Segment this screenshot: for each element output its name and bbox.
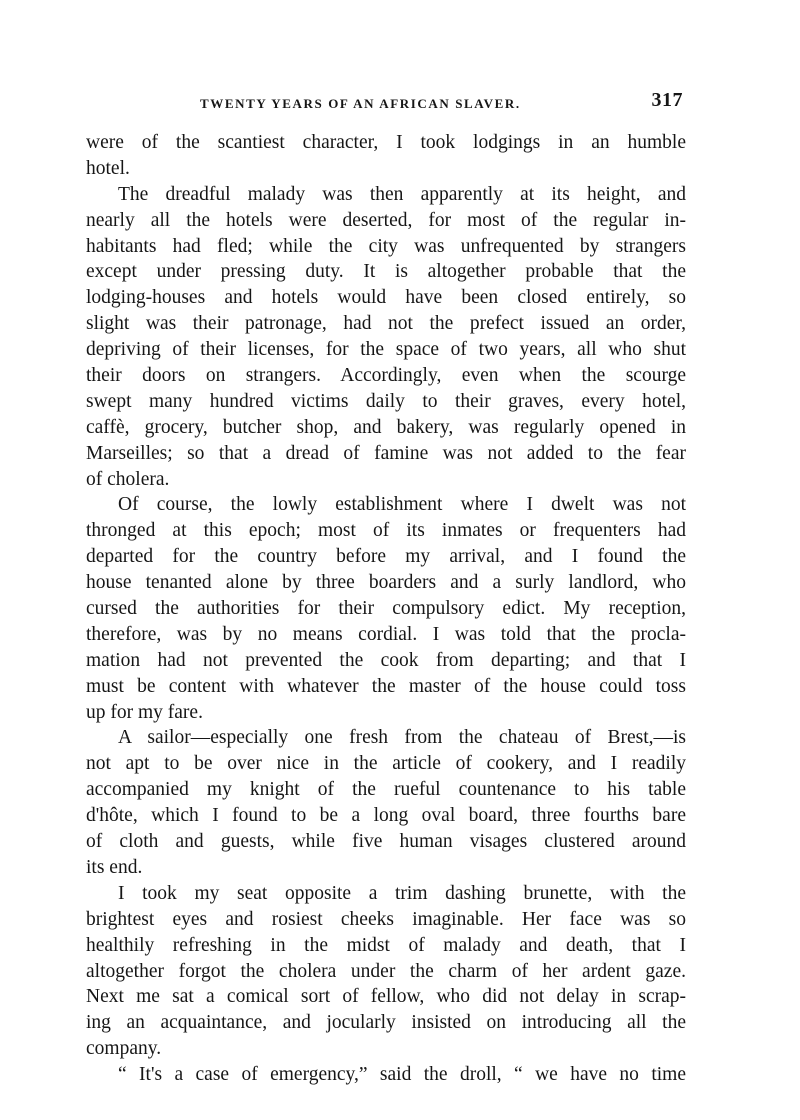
text-line: The dreadful malady was then apparently at its height, and <box>118 183 686 205</box>
text-line: caffè, grocery, butcher shop, and bakery, was regularly opened in <box>86 416 686 438</box>
text-line: depriving of their licenses, for the space of two years, all who shut <box>86 339 686 361</box>
running-title: TWENTY YEARS OF AN AFRICAN SLAVER. <box>200 96 521 111</box>
text-line: therefore, was by no means cordial. I was told that the procla- <box>86 623 686 645</box>
text-line: Next me sat a comical sort of fellow, who did not delay in scrap- <box>86 986 686 1008</box>
text-line: healthily refreshing in the midst of malady and death, that I <box>86 934 686 956</box>
body-text <box>86 130 686 1088</box>
text-line: mation had not prevented the cook from departing; and that I <box>86 649 686 671</box>
text-line: departed for the country before my arrival, and I found the <box>86 546 686 568</box>
text-line: accompanied my knight of the rueful countenance to his table <box>86 779 686 801</box>
paragraph <box>86 492 686 725</box>
text-line: I took my seat opposite a trim dashing brunette, with the <box>118 882 686 904</box>
text-line: d'hôte, which I found to be a long oval board, three fourths bare <box>86 805 686 827</box>
paragraph <box>86 182 686 493</box>
text-line: Marseilles; so that a dread of famine was not added to the fear <box>86 442 686 464</box>
text-line: A sailor—especially one fresh from the chateau of Brest,—is <box>118 727 686 749</box>
text-line: were of the scantiest character, I took lodgings in an humble <box>86 132 686 153</box>
text-line: Of course, the lowly establishment where I dwelt was not <box>118 494 686 516</box>
text-line: their doors on strangers. Accordingly, even when the scourge <box>86 365 686 387</box>
text-line: brightest eyes and rosiest cheeks imaginable. Her face was so <box>86 908 686 930</box>
text-line: thronged at this epoch; most of its inmates or frequenters had <box>86 520 686 542</box>
text-line: company. <box>86 1038 162 1060</box>
text-line: habitants had fled; while the city was unfrequented by strangers <box>86 235 686 257</box>
text-line: of cholera. <box>86 468 170 490</box>
paragraph <box>86 130 686 182</box>
text-line: its end. <box>86 856 143 878</box>
text-line: of cloth and guests, while five human visages clustered around <box>86 831 686 853</box>
text-line: slight was their patronage, had not the prefect issued an order, <box>86 313 686 335</box>
paragraph <box>86 881 686 1062</box>
text-line: swept many hundred victims daily to their graves, every hotel, <box>86 390 686 412</box>
paragraph <box>86 725 686 880</box>
text-line: nearly all the hotels were deserted, for most of the regular in- <box>86 209 686 231</box>
text-line: hotel. <box>86 157 130 179</box>
text-line: “ It's a case of emergency,” said the droll, “ we have no time <box>118 1064 686 1086</box>
text-line: ing an acquaintance, and jocularly insisted on introducing all the <box>86 1012 686 1034</box>
text-line: lodging-houses and hotels would have been closed entirely, so <box>86 287 686 309</box>
page-number: 317 <box>651 89 683 111</box>
text-line: cursed the authorities for their compulsory edict. My reception, <box>86 598 686 620</box>
text-line: altogether forgot the cholera under the charm of her ardent gaze. <box>86 960 686 982</box>
text-line: house tenanted alone by three boarders and a surly landlord, who <box>86 572 686 594</box>
text-line: except under pressing duty. It is altogether probable that the <box>86 261 686 283</box>
text-line: must be content with whatever the master of the house could toss <box>86 675 686 697</box>
paragraph <box>86 1062 686 1088</box>
text-line: not apt to be over nice in the article of cookery, and I readily <box>86 753 686 775</box>
text-line: up for my fare. <box>86 701 203 723</box>
